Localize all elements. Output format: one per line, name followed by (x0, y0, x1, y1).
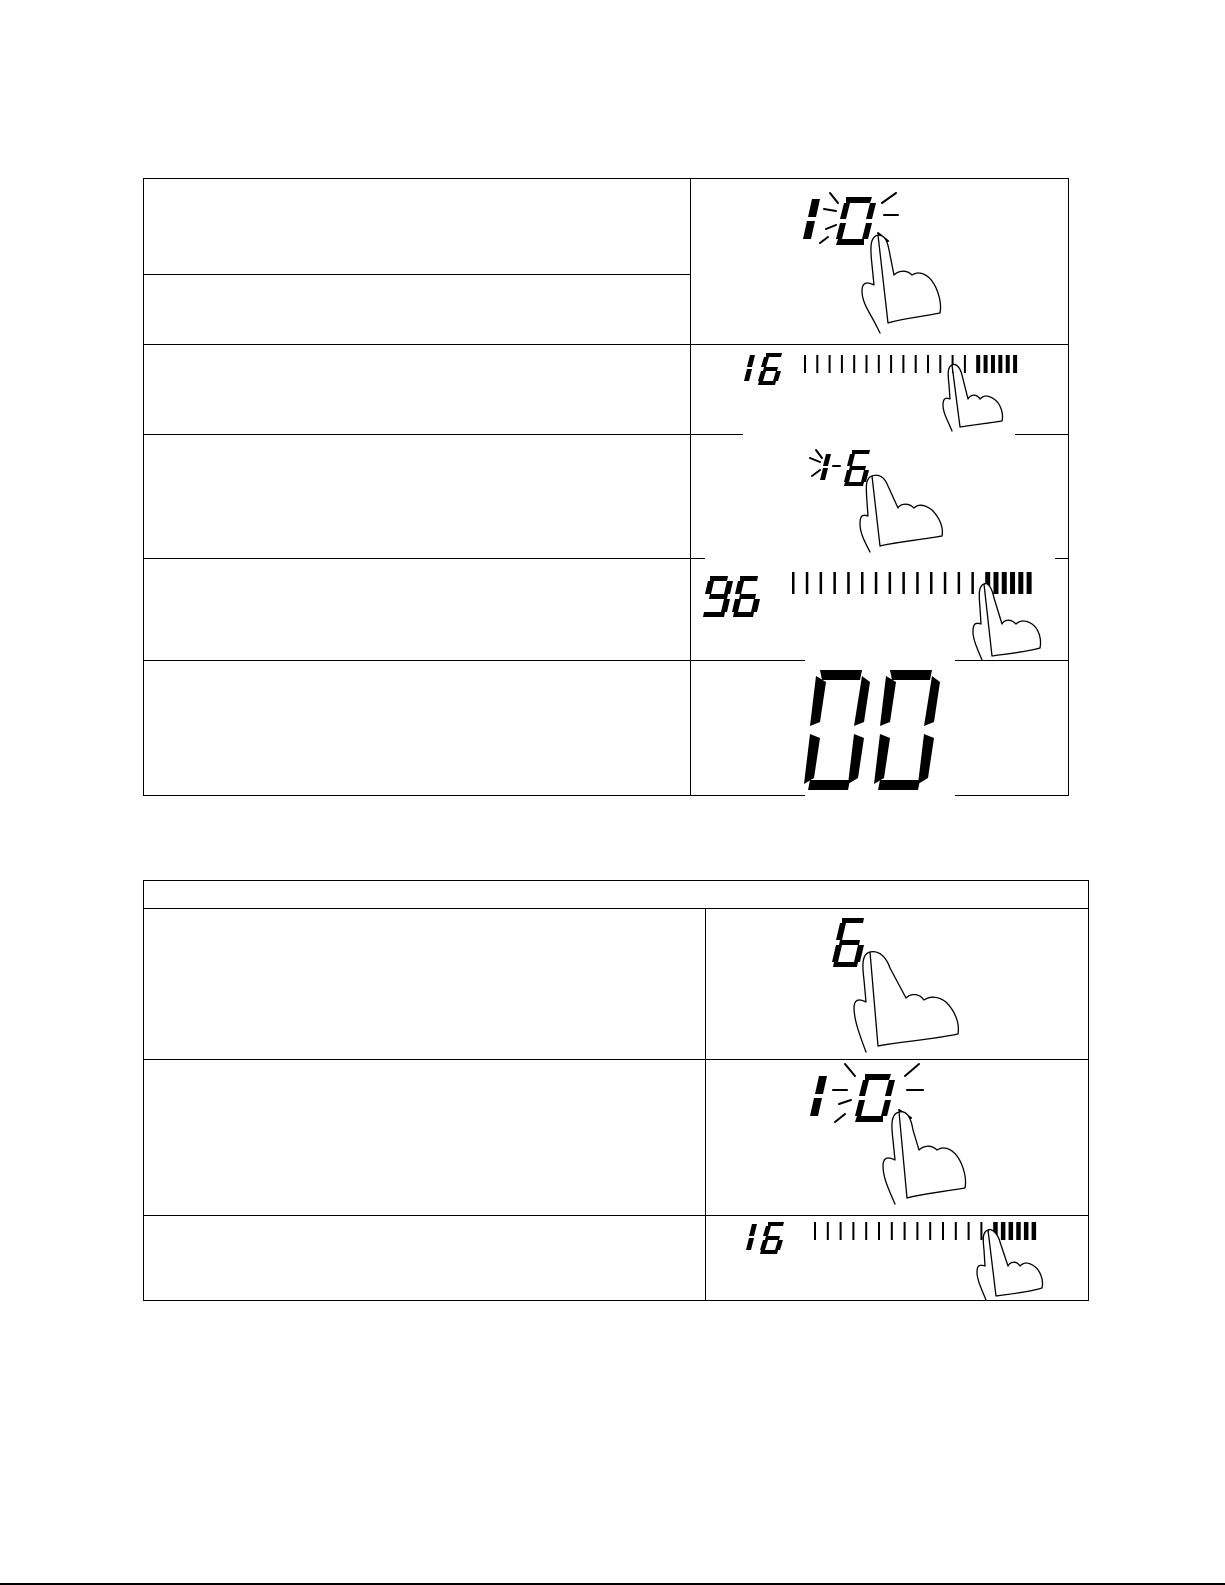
level-bar-tick (968, 1222, 970, 1240)
level-bar-tick (1001, 1222, 1006, 1240)
level-bar-tick (878, 355, 880, 373)
display-1-0-flashing-2 (795, 1060, 975, 1210)
level-bar-tick (958, 572, 961, 594)
level-bar-tick (904, 1222, 906, 1240)
level-bar-tick (841, 355, 843, 373)
level-bar-tick (991, 355, 995, 373)
level-bar-tick (804, 355, 806, 373)
level-bar-tick (971, 572, 974, 594)
level-bar-tick (827, 1222, 829, 1240)
level-bar-tick (929, 1222, 931, 1240)
touch-finger-icon (862, 235, 941, 333)
display-1-0-flashing (790, 185, 960, 340)
level-bar-tick (942, 1222, 944, 1240)
flash-rays-icon (810, 450, 822, 476)
level-bar-tick (847, 572, 850, 594)
level-bar-tick (944, 572, 947, 594)
level-bar-tick (998, 355, 1002, 373)
level-bar-tick (916, 572, 919, 594)
display-6-touch (830, 912, 980, 1057)
level-bar-tick (816, 355, 818, 373)
level-bar-tick (840, 1222, 842, 1240)
display-16-level-bar (740, 347, 1020, 437)
level-bar-tick (1010, 572, 1015, 594)
level-bar-icon (804, 355, 1017, 373)
display-00-large (800, 664, 950, 802)
level-bar-tick (875, 572, 878, 594)
level-bar-tick (861, 572, 864, 594)
display-96-level-bar (700, 562, 1060, 662)
level-bar-tick (1006, 355, 1010, 373)
level-bar-tick (1009, 1222, 1014, 1240)
flash-rays-icon (835, 1064, 923, 1122)
display-1-6-flashing (800, 440, 960, 558)
level-bar-tick (1016, 1222, 1021, 1240)
level-bar-tick (889, 572, 892, 594)
level-bar-tick (833, 572, 836, 594)
level-bar-tick (902, 572, 905, 594)
level-bar-icon (792, 572, 1032, 594)
level-bar-tick (955, 1222, 957, 1240)
level-bar-tick (1018, 572, 1023, 594)
level-bar-tick (852, 1222, 854, 1240)
level-bar-tick (976, 355, 980, 373)
level-bar-tick (1032, 1222, 1037, 1240)
level-bar-icon (814, 1222, 1036, 1240)
level-bar-tick (927, 355, 929, 373)
level-bar-tick (866, 355, 868, 373)
level-bar-tick (916, 1222, 918, 1240)
level-bar-tick (792, 572, 795, 594)
level-bar-tick (853, 355, 855, 373)
level-bar-tick (930, 572, 933, 594)
level-bar-tick (878, 1222, 880, 1240)
level-bar-tick (915, 355, 917, 373)
level-bar-tick (890, 355, 892, 373)
level-bar-tick (939, 355, 941, 373)
level-bar-tick (1024, 1222, 1029, 1240)
display-16-level-bar-2 (740, 1216, 1060, 1302)
level-bar-tick (1013, 355, 1017, 373)
level-bar-tick (902, 355, 904, 373)
level-bar-tick (806, 572, 809, 594)
level-bar-tick (984, 355, 988, 373)
level-bar-tick (820, 572, 823, 594)
level-bar-tick (1002, 572, 1007, 594)
level-bar-tick (980, 1222, 982, 1240)
level-bar-tick (1027, 572, 1032, 594)
level-bar-tick (993, 572, 998, 594)
level-bar-tick (891, 1222, 893, 1240)
level-bar-tick (865, 1222, 867, 1240)
level-bar-tick (829, 355, 831, 373)
level-bar-tick (814, 1222, 816, 1240)
level-bar-tick (964, 355, 966, 373)
